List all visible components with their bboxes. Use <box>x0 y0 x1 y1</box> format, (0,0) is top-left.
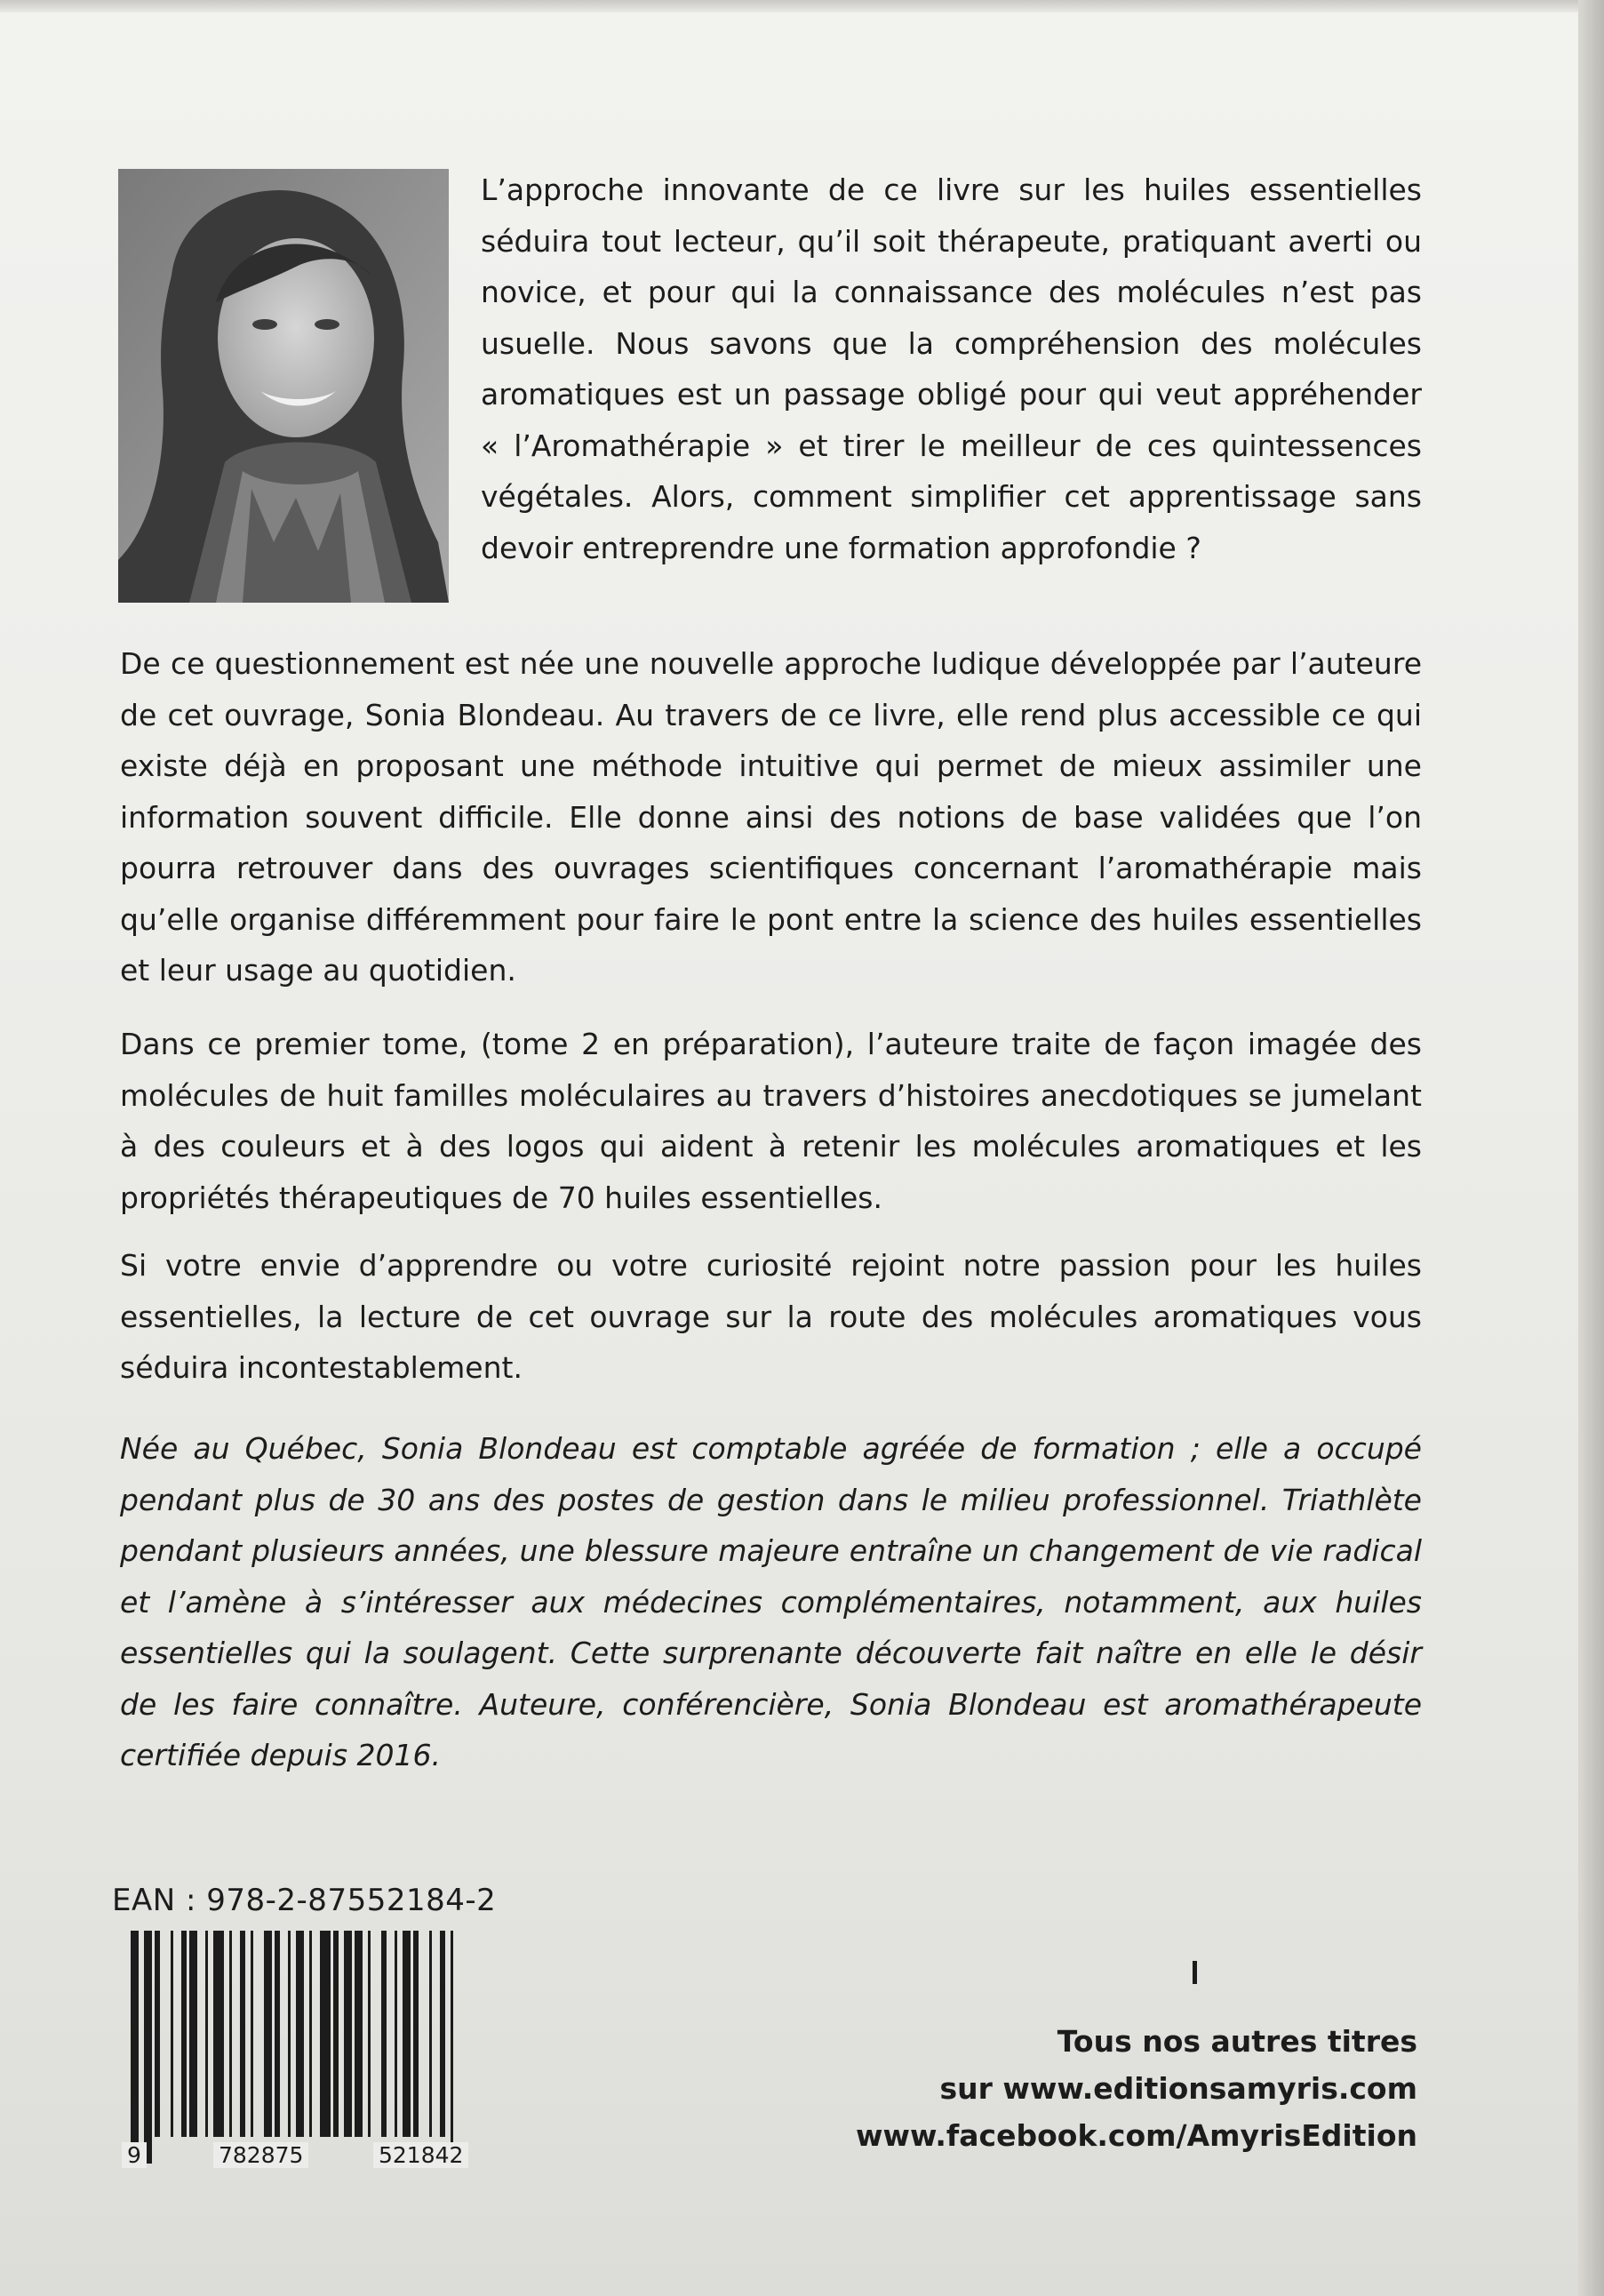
ean-label: EAN : 978-2-87552184-2 <box>112 1883 497 1918</box>
approach-paragraph: De ce questionnement est née une nouvelle approche ludique développée par l’auteure de cet ouvrage, Sonia Blondeau. Au travers de ce livre, elle rend plus accessible ce qui existe déjà en proposant une méthode intuitive qui permet de mieux assimiler une information souvent difficile. Elle donne ainsi des notions de base validées que l’on pourra retrouver dans des ouvrages scientifiques concernant l’aromathérapie mais qu’elle organise différemment pour faire le pont entre la science des huiles essentielles et leur usage au quotidien. <box>120 646 1422 988</box>
barcode-bar <box>296 1931 304 2137</box>
barcode-bar <box>413 1931 419 2137</box>
barcode-first-digit: 9 <box>122 2142 147 2168</box>
barcode-bar <box>403 1931 411 2137</box>
publisher-footer <box>856 2018 1417 2159</box>
barcode-left-digits: 782875 <box>213 2142 308 2168</box>
barcode-bar <box>344 1931 352 2137</box>
footer-other-titles: Tous nos autres titres <box>1057 2024 1417 2059</box>
footer-website-link[interactable]: sur www.editionsamyris.com <box>939 2071 1417 2106</box>
barcode-bar <box>275 1931 280 2137</box>
volume-paragraph: Dans ce premier tome, (tome 2 en préparation), l’auteure traite de façon imagée des molécules de huit familles moléculaires au travers d’histoires anecdotiques se jumelant à des couleurs et à des logos qui aident à retenir les molécules aromatiques et les propriétés thérapeutiques de 70 huiles essentielles. <box>120 1027 1422 1215</box>
barcode-bar <box>189 1931 197 2137</box>
barcode-bar <box>155 1931 160 2137</box>
barcode-bar <box>381 1931 387 2137</box>
barcode-bar <box>451 1931 453 2164</box>
barcode-bar <box>395 1931 397 2137</box>
barcode-bar <box>181 1931 187 2137</box>
author-photo <box>118 169 449 603</box>
barcode-bar <box>131 1931 139 2164</box>
barcode <box>118 1931 545 2164</box>
footer-facebook-link[interactable]: www.facebook.com/AmyrisEdition <box>856 2118 1417 2153</box>
barcode-bar <box>333 1931 339 2137</box>
barcode-bar <box>144 1931 152 2164</box>
crop-mark <box>1193 1961 1197 1984</box>
barcode-bar <box>440 1931 445 2137</box>
barcode-bar <box>229 1931 232 2137</box>
barcode-bar <box>264 1931 272 2137</box>
cover-spine-edge <box>1578 0 1604 2296</box>
barcode-bar <box>429 1931 432 2137</box>
barcode-bar <box>213 1931 224 2137</box>
barcode-bar <box>355 1931 363 2137</box>
cover-top-edge <box>0 0 1604 12</box>
barcode-bar <box>320 1931 331 2137</box>
barcode-bar <box>309 1931 312 2137</box>
barcode-right-digits: 521842 <box>373 2142 468 2168</box>
barcode-bar <box>240 1931 245 2137</box>
barcode-bar <box>288 1931 291 2137</box>
barcode-bar <box>171 1931 173 2137</box>
barcode-bar <box>251 1931 253 2137</box>
barcode-bar <box>368 1931 371 2137</box>
invitation-paragraph: Si votre envie d’apprendre ou votre curiosité rejoint notre passion pour les huiles essentielles, la lecture de cet ouvrage sur la route des molécules aromatiques vous séduira incontestablement. <box>120 1248 1422 1385</box>
author-bio: Née au Québec, Sonia Blondeau est comptable agréée de formation ; elle a occupé pendant plus de 30 ans des postes de gestion dans le milieu professionnel. Triathlète pendant plusieurs années, une blessure majeure entraîne un changement de vie radical et l’amène à s’intéresser aux médecines complémentaires, notamment, aux huiles essentielles qui la soulagent. Cette surprenante découverte fait naître en elle le désir de les faire connaître. Auteure, conférencière, Sonia Blondeau est aromathérapeute certifiée depuis 2016. <box>120 1431 1422 1772</box>
barcode-bar <box>205 1931 208 2137</box>
intro-paragraph: L’approche innovante de ce livre sur les huiles essentielles séduira tout lecteur, qu’il soit thérapeute, pratiquant averti ou novice, et pour qui la connaissance des molécules n’est pas usuelle. Nous savons que la compréhension des molécules aromatiques est un passage obligé pour qui veut appréhender « l’Aromathérapie » et tirer le meilleur de ces quintessences végétales. Alors, comment simplifier cet apprentissage sans devoir entreprendre une formation approfondie ? <box>481 172 1422 565</box>
